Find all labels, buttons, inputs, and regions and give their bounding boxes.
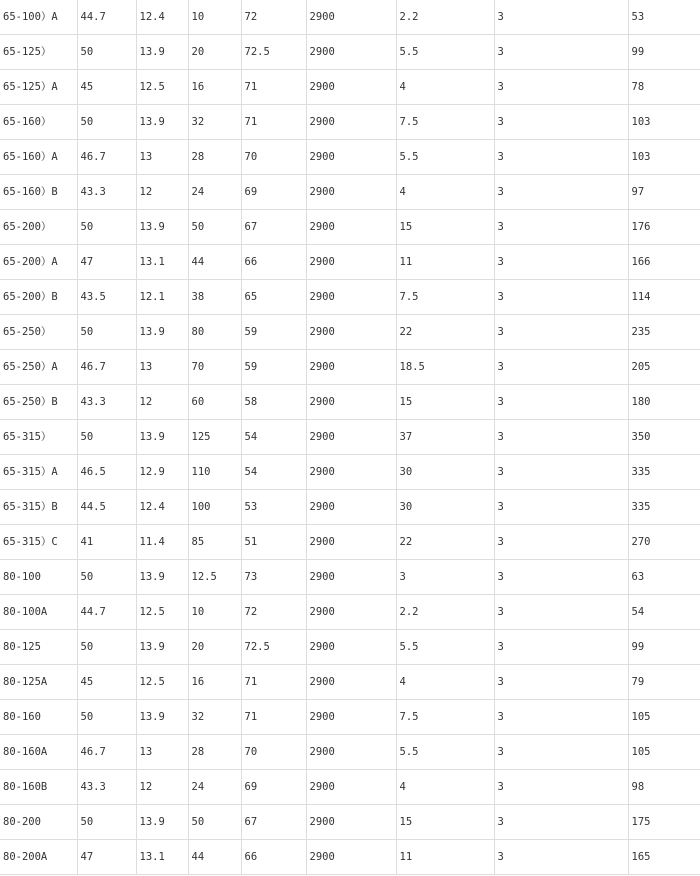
table-cell-c5: 2900 [306, 105, 396, 140]
table-cell-c6: 2.2 [396, 595, 494, 630]
table-cell-c4: 69 [241, 175, 306, 210]
table-cell-c4: 69 [241, 770, 306, 805]
table-cell-c4: 67 [241, 210, 306, 245]
table-cell-c3: 28 [188, 140, 241, 175]
table-cell-c1: 46.7 [77, 350, 136, 385]
table-cell-c4: 71 [241, 665, 306, 700]
table-cell-c1: 50 [77, 210, 136, 245]
table-cell-c8: 180 [628, 385, 700, 420]
table-cell-c6: 37 [396, 420, 494, 455]
table-cell-c3: 16 [188, 665, 241, 700]
table-cell-c3: 32 [188, 105, 241, 140]
table-cell-c1: 50 [77, 315, 136, 350]
table-cell-c6: 4 [396, 665, 494, 700]
table-cell-c6: 30 [396, 455, 494, 490]
table-cell-c2: 13.9 [136, 420, 188, 455]
table-cell-c4: 65 [241, 280, 306, 315]
table-cell-c2: 12.5 [136, 595, 188, 630]
table-cell-c7: 3 [494, 140, 628, 175]
table-cell-c1: 50 [77, 105, 136, 140]
table-row [0, 595, 700, 630]
table-cell-model: 65-315） [0, 420, 77, 455]
table-row [0, 350, 700, 385]
table-cell-c5: 2900 [306, 35, 396, 70]
table-cell-c4: 67 [241, 805, 306, 840]
table-cell-c1: 43.3 [77, 770, 136, 805]
table-cell-c7: 3 [494, 560, 628, 595]
table-cell-c4: 72 [241, 0, 306, 35]
table-cell-c2: 12.5 [136, 70, 188, 105]
table-cell-c3: 24 [188, 770, 241, 805]
table-cell-c7: 3 [494, 315, 628, 350]
table-cell-c5: 2900 [306, 630, 396, 665]
table-cell-c2: 12.5 [136, 665, 188, 700]
table-cell-model: 65-315）C [0, 525, 77, 560]
table-cell-c8: 175 [628, 805, 700, 840]
table-cell-c3: 80 [188, 315, 241, 350]
table-cell-c1: 43.5 [77, 280, 136, 315]
table-cell-c5: 2900 [306, 0, 396, 35]
table-cell-model: 80-125 [0, 630, 77, 665]
table-cell-c2: 13.9 [136, 560, 188, 595]
table-cell-c8: 205 [628, 350, 700, 385]
table-cell-c8: 114 [628, 280, 700, 315]
table-cell-c6: 30 [396, 490, 494, 525]
table-cell-model: 65-315）A [0, 455, 77, 490]
table-cell-c4: 71 [241, 105, 306, 140]
table-cell-c6: 7.5 [396, 700, 494, 735]
table-row [0, 70, 700, 105]
table-cell-c2: 13.9 [136, 700, 188, 735]
table-cell-c4: 72 [241, 595, 306, 630]
table-cell-c3: 12.5 [188, 560, 241, 595]
table-row [0, 700, 700, 735]
table-cell-c7: 3 [494, 350, 628, 385]
table-cell-c6: 15 [396, 385, 494, 420]
table-cell-c3: 10 [188, 595, 241, 630]
table-cell-c7: 3 [494, 735, 628, 770]
table-cell-c4: 66 [241, 245, 306, 280]
table-cell-c2: 12 [136, 770, 188, 805]
table-cell-c1: 44.7 [77, 0, 136, 35]
table-cell-c5: 2900 [306, 280, 396, 315]
table-cell-model: 80-100 [0, 560, 77, 595]
table-cell-c2: 13 [136, 140, 188, 175]
table-cell-c7: 3 [494, 630, 628, 665]
table-cell-c2: 13.9 [136, 210, 188, 245]
table-cell-c2: 12.9 [136, 455, 188, 490]
table-cell-c5: 2900 [306, 490, 396, 525]
table-cell-c8: 350 [628, 420, 700, 455]
table-row [0, 140, 700, 175]
table-cell-c3: 70 [188, 350, 241, 385]
table-cell-c1: 50 [77, 805, 136, 840]
table-cell-c2: 11.4 [136, 525, 188, 560]
table-cell-c6: 7.5 [396, 105, 494, 140]
table-cell-model: 65-315）B [0, 490, 77, 525]
table-cell-c3: 20 [188, 35, 241, 70]
table-cell-c3: 50 [188, 210, 241, 245]
table-cell-c5: 2900 [306, 420, 396, 455]
table-cell-c3: 32 [188, 700, 241, 735]
table-row [0, 35, 700, 70]
table-row [0, 735, 700, 770]
table-cell-c6: 5.5 [396, 140, 494, 175]
table-cell-c4: 54 [241, 455, 306, 490]
table-cell-c7: 3 [494, 35, 628, 70]
table-cell-c4: 73 [241, 560, 306, 595]
table-cell-c8: 235 [628, 315, 700, 350]
table-row [0, 490, 700, 525]
table-row [0, 840, 700, 875]
table-cell-c2: 13.9 [136, 630, 188, 665]
table-cell-c6: 2.2 [396, 0, 494, 35]
table-cell-c2: 13.1 [136, 840, 188, 875]
table-cell-model: 80-200A [0, 840, 77, 875]
table-cell-c1: 50 [77, 420, 136, 455]
table-cell-c5: 2900 [306, 70, 396, 105]
table-row [0, 280, 700, 315]
table-cell-model: 65-250） [0, 315, 77, 350]
table-row [0, 210, 700, 245]
table-cell-c4: 70 [241, 735, 306, 770]
table-cell-c7: 3 [494, 595, 628, 630]
table-cell-c2: 13.9 [136, 805, 188, 840]
table-cell-c6: 22 [396, 525, 494, 560]
table-row [0, 420, 700, 455]
table-cell-c2: 12 [136, 385, 188, 420]
table-cell-c5: 2900 [306, 665, 396, 700]
table-cell-c6: 5.5 [396, 35, 494, 70]
table-cell-c1: 44.5 [77, 490, 136, 525]
table-cell-c1: 50 [77, 630, 136, 665]
table-cell-model: 65-200）A [0, 245, 77, 280]
table-cell-model: 65-160）A [0, 140, 77, 175]
table-row [0, 175, 700, 210]
table-cell-c4: 59 [241, 350, 306, 385]
table-cell-model: 65-160）B [0, 175, 77, 210]
table-cell-c1: 41 [77, 525, 136, 560]
table-cell-c1: 46.5 [77, 455, 136, 490]
table-cell-c4: 70 [241, 140, 306, 175]
table-cell-c3: 60 [188, 385, 241, 420]
table-cell-c5: 2900 [306, 385, 396, 420]
table-cell-c8: 270 [628, 525, 700, 560]
table-row [0, 245, 700, 280]
table-cell-c7: 3 [494, 0, 628, 35]
table-cell-c6: 15 [396, 210, 494, 245]
table-cell-c7: 3 [494, 245, 628, 280]
table-cell-c4: 66 [241, 840, 306, 875]
table-cell-c5: 2900 [306, 315, 396, 350]
table-cell-c6: 4 [396, 770, 494, 805]
table-cell-c7: 3 [494, 210, 628, 245]
table-cell-c7: 3 [494, 70, 628, 105]
table-cell-c8: 53 [628, 0, 700, 35]
table-cell-c6: 11 [396, 840, 494, 875]
table-cell-c4: 72.5 [241, 630, 306, 665]
table-cell-c1: 47 [77, 245, 136, 280]
table-cell-model: 65-200） [0, 210, 77, 245]
table-cell-c7: 3 [494, 280, 628, 315]
table-cell-c7: 3 [494, 805, 628, 840]
table-cell-c4: 59 [241, 315, 306, 350]
table-cell-c5: 2900 [306, 805, 396, 840]
table-cell-model: 80-125A [0, 665, 77, 700]
table-cell-c2: 12 [136, 175, 188, 210]
table-cell-model: 80-160A [0, 735, 77, 770]
table-cell-c2: 13.9 [136, 315, 188, 350]
table-cell-c6: 4 [396, 70, 494, 105]
table-cell-c6: 7.5 [396, 280, 494, 315]
table-cell-c3: 44 [188, 245, 241, 280]
table-cell-c8: 78 [628, 70, 700, 105]
table-cell-c8: 165 [628, 840, 700, 875]
table-cell-c5: 2900 [306, 735, 396, 770]
table-cell-c8: 54 [628, 595, 700, 630]
table-cell-c8: 103 [628, 105, 700, 140]
table-cell-model: 65-250）A [0, 350, 77, 385]
table-cell-c8: 97 [628, 175, 700, 210]
table-cell-c7: 3 [494, 840, 628, 875]
table-row [0, 525, 700, 560]
table-cell-c4: 53 [241, 490, 306, 525]
table-row [0, 630, 700, 665]
table-cell-model: 80-160B [0, 770, 77, 805]
table-row [0, 385, 700, 420]
table-cell-c5: 2900 [306, 140, 396, 175]
table-cell-c4: 51 [241, 525, 306, 560]
table-cell-c4: 72.5 [241, 35, 306, 70]
table-cell-c3: 50 [188, 805, 241, 840]
table-cell-model: 80-100A [0, 595, 77, 630]
table-row [0, 455, 700, 490]
table-cell-c8: 335 [628, 455, 700, 490]
table-cell-c8: 176 [628, 210, 700, 245]
table-cell-c3: 44 [188, 840, 241, 875]
table-cell-c2: 13 [136, 735, 188, 770]
table-cell-c2: 12.4 [136, 490, 188, 525]
table-cell-c6: 22 [396, 315, 494, 350]
table-cell-c3: 24 [188, 175, 241, 210]
table-cell-model: 65-125） [0, 35, 77, 70]
table-cell-model: 80-160 [0, 700, 77, 735]
table-cell-c2: 13 [136, 350, 188, 385]
table-cell-c2: 12.4 [136, 0, 188, 35]
table-cell-c1: 43.3 [77, 385, 136, 420]
table-cell-c1: 50 [77, 560, 136, 595]
table-cell-c2: 13.9 [136, 35, 188, 70]
table-cell-c5: 2900 [306, 455, 396, 490]
table-cell-c3: 38 [188, 280, 241, 315]
table-cell-c3: 20 [188, 630, 241, 665]
table-cell-model: 65-200）B [0, 280, 77, 315]
table-cell-c6: 18.5 [396, 350, 494, 385]
table-cell-c5: 2900 [306, 770, 396, 805]
table-cell-c3: 100 [188, 490, 241, 525]
table-row [0, 560, 700, 595]
table-cell-c7: 3 [494, 490, 628, 525]
table-cell-c3: 28 [188, 735, 241, 770]
table-cell-c6: 5.5 [396, 630, 494, 665]
table-cell-model: 65-250）B [0, 385, 77, 420]
table-row [0, 805, 700, 840]
table-cell-c6: 4 [396, 175, 494, 210]
table-cell-c6: 15 [396, 805, 494, 840]
table-cell-c8: 99 [628, 35, 700, 70]
table-cell-c6: 5.5 [396, 735, 494, 770]
table-cell-c7: 3 [494, 420, 628, 455]
table-cell-c5: 2900 [306, 840, 396, 875]
table-row [0, 0, 700, 35]
table-cell-c8: 79 [628, 665, 700, 700]
table-cell-c5: 2900 [306, 175, 396, 210]
table-cell-c1: 46.7 [77, 140, 136, 175]
table-cell-c8: 103 [628, 140, 700, 175]
table-cell-c5: 2900 [306, 210, 396, 245]
table-cell-c1: 50 [77, 35, 136, 70]
table-cell-c5: 2900 [306, 350, 396, 385]
table-cell-c7: 3 [494, 455, 628, 490]
table-cell-c5: 2900 [306, 560, 396, 595]
table-cell-c7: 3 [494, 700, 628, 735]
table-cell-model: 65-100）A [0, 0, 77, 35]
table-row [0, 315, 700, 350]
table-cell-c6: 3 [396, 560, 494, 595]
table-cell-c5: 2900 [306, 525, 396, 560]
table-cell-model: 80-200 [0, 805, 77, 840]
table-cell-c1: 44.7 [77, 595, 136, 630]
table-cell-model: 65-125）A [0, 70, 77, 105]
table-cell-c8: 166 [628, 245, 700, 280]
table-row [0, 665, 700, 700]
table-cell-c1: 45 [77, 665, 136, 700]
table-cell-c6: 11 [396, 245, 494, 280]
table-cell-c4: 71 [241, 700, 306, 735]
table-cell-c5: 2900 [306, 700, 396, 735]
table-row [0, 770, 700, 805]
table-cell-c8: 105 [628, 735, 700, 770]
table-cell-c8: 105 [628, 700, 700, 735]
table-cell-c8: 99 [628, 630, 700, 665]
table-cell-c8: 63 [628, 560, 700, 595]
table-cell-c1: 45 [77, 70, 136, 105]
table-cell-c1: 46.7 [77, 735, 136, 770]
table-cell-c7: 3 [494, 175, 628, 210]
table-cell-c4: 71 [241, 70, 306, 105]
table-cell-c1: 43.3 [77, 175, 136, 210]
table-cell-c5: 2900 [306, 595, 396, 630]
table-cell-c3: 125 [188, 420, 241, 455]
table-cell-c3: 85 [188, 525, 241, 560]
table-cell-c2: 12.1 [136, 280, 188, 315]
table-cell-model: 65-160） [0, 105, 77, 140]
table-cell-c4: 54 [241, 420, 306, 455]
table-cell-c4: 58 [241, 385, 306, 420]
table-cell-c7: 3 [494, 525, 628, 560]
table-cell-c7: 3 [494, 105, 628, 140]
table-row [0, 105, 700, 140]
table-cell-c7: 3 [494, 770, 628, 805]
table-cell-c3: 110 [188, 455, 241, 490]
table-cell-c1: 50 [77, 700, 136, 735]
table-cell-c7: 3 [494, 385, 628, 420]
table-cell-c5: 2900 [306, 245, 396, 280]
table-cell-c2: 13.1 [136, 245, 188, 280]
table-cell-c7: 3 [494, 665, 628, 700]
table-cell-c3: 16 [188, 70, 241, 105]
table-cell-c1: 47 [77, 840, 136, 875]
table-cell-c3: 10 [188, 0, 241, 35]
table-cell-c8: 335 [628, 490, 700, 525]
table-cell-c8: 98 [628, 770, 700, 805]
table-cell-c2: 13.9 [136, 105, 188, 140]
